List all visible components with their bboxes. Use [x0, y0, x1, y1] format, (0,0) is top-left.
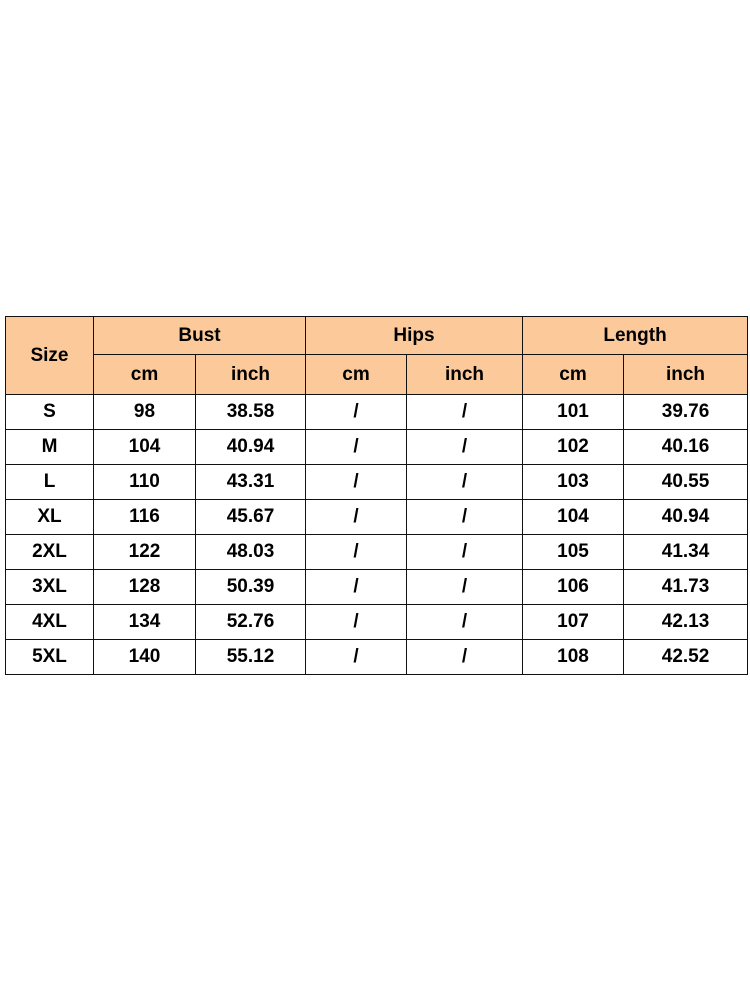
cell-bust-inch: 43.31	[196, 465, 306, 500]
cell-hips-inch: /	[407, 640, 523, 675]
header-row-groups	[6, 317, 748, 355]
cell-bust-cm: 134	[94, 605, 196, 640]
cell-hips-inch: /	[407, 500, 523, 535]
cell-length-cm: 102	[523, 430, 624, 465]
unit-header-hips-inch: inch	[407, 355, 523, 395]
cell-size: M	[6, 430, 94, 465]
cell-length-inch: 41.34	[624, 535, 748, 570]
size-header: Size	[6, 317, 94, 395]
cell-bust-inch: 40.94	[196, 430, 306, 465]
hips-header: Hips	[306, 317, 523, 355]
cell-length-inch: 40.94	[624, 500, 748, 535]
table-row	[6, 605, 748, 640]
cell-length-inch: 40.16	[624, 430, 748, 465]
cell-length-cm: 103	[523, 465, 624, 500]
cell-bust-inch: 50.39	[196, 570, 306, 605]
table-row	[6, 500, 748, 535]
cell-hips-inch: /	[407, 570, 523, 605]
cell-bust-inch: 38.58	[196, 395, 306, 430]
cell-size: XL	[6, 500, 94, 535]
unit-header-length-cm: cm	[523, 355, 624, 395]
cell-bust-cm: 128	[94, 570, 196, 605]
cell-length-inch: 41.73	[624, 570, 748, 605]
cell-bust-cm: 116	[94, 500, 196, 535]
unit-header-bust-inch: inch	[196, 355, 306, 395]
cell-bust-cm: 104	[94, 430, 196, 465]
header-row-units	[6, 355, 748, 395]
unit-header-bust-cm: cm	[94, 355, 196, 395]
cell-hips-inch: /	[407, 535, 523, 570]
cell-hips-cm: /	[306, 500, 407, 535]
cell-length-inch: 39.76	[624, 395, 748, 430]
cell-length-inch: 42.13	[624, 605, 748, 640]
cell-size: 4XL	[6, 605, 94, 640]
cell-hips-cm: /	[306, 535, 407, 570]
cell-bust-cm: 98	[94, 395, 196, 430]
cell-hips-cm: /	[306, 395, 407, 430]
table-row	[6, 430, 748, 465]
cell-length-cm: 105	[523, 535, 624, 570]
cell-bust-cm: 110	[94, 465, 196, 500]
cell-length-inch: 42.52	[624, 640, 748, 675]
cell-hips-inch: /	[407, 465, 523, 500]
cell-size: 5XL	[6, 640, 94, 675]
cell-length-inch: 40.55	[624, 465, 748, 500]
table-row	[6, 395, 748, 430]
cell-bust-inch: 52.76	[196, 605, 306, 640]
cell-size: 3XL	[6, 570, 94, 605]
cell-bust-inch: 48.03	[196, 535, 306, 570]
cell-hips-cm: /	[306, 430, 407, 465]
size-chart-table	[5, 316, 748, 675]
cell-hips-cm: /	[306, 465, 407, 500]
cell-hips-cm: /	[306, 640, 407, 675]
cell-length-cm: 107	[523, 605, 624, 640]
cell-size: S	[6, 395, 94, 430]
bust-header: Bust	[94, 317, 306, 355]
cell-length-cm: 108	[523, 640, 624, 675]
cell-bust-inch: 45.67	[196, 500, 306, 535]
cell-bust-cm: 140	[94, 640, 196, 675]
cell-length-cm: 106	[523, 570, 624, 605]
unit-header-hips-cm: cm	[306, 355, 407, 395]
table-row	[6, 465, 748, 500]
unit-header-length-inch: inch	[624, 355, 748, 395]
cell-hips-inch: /	[407, 395, 523, 430]
cell-bust-cm: 122	[94, 535, 196, 570]
table-row	[6, 570, 748, 605]
size-chart-body	[6, 395, 748, 675]
cell-size: 2XL	[6, 535, 94, 570]
cell-hips-inch: /	[407, 430, 523, 465]
cell-length-cm: 104	[523, 500, 624, 535]
table-row	[6, 640, 748, 675]
cell-bust-inch: 55.12	[196, 640, 306, 675]
table-row	[6, 535, 748, 570]
cell-hips-inch: /	[407, 605, 523, 640]
cell-size: L	[6, 465, 94, 500]
cell-length-cm: 101	[523, 395, 624, 430]
cell-hips-cm: /	[306, 605, 407, 640]
length-header: Length	[523, 317, 748, 355]
cell-hips-cm: /	[306, 570, 407, 605]
